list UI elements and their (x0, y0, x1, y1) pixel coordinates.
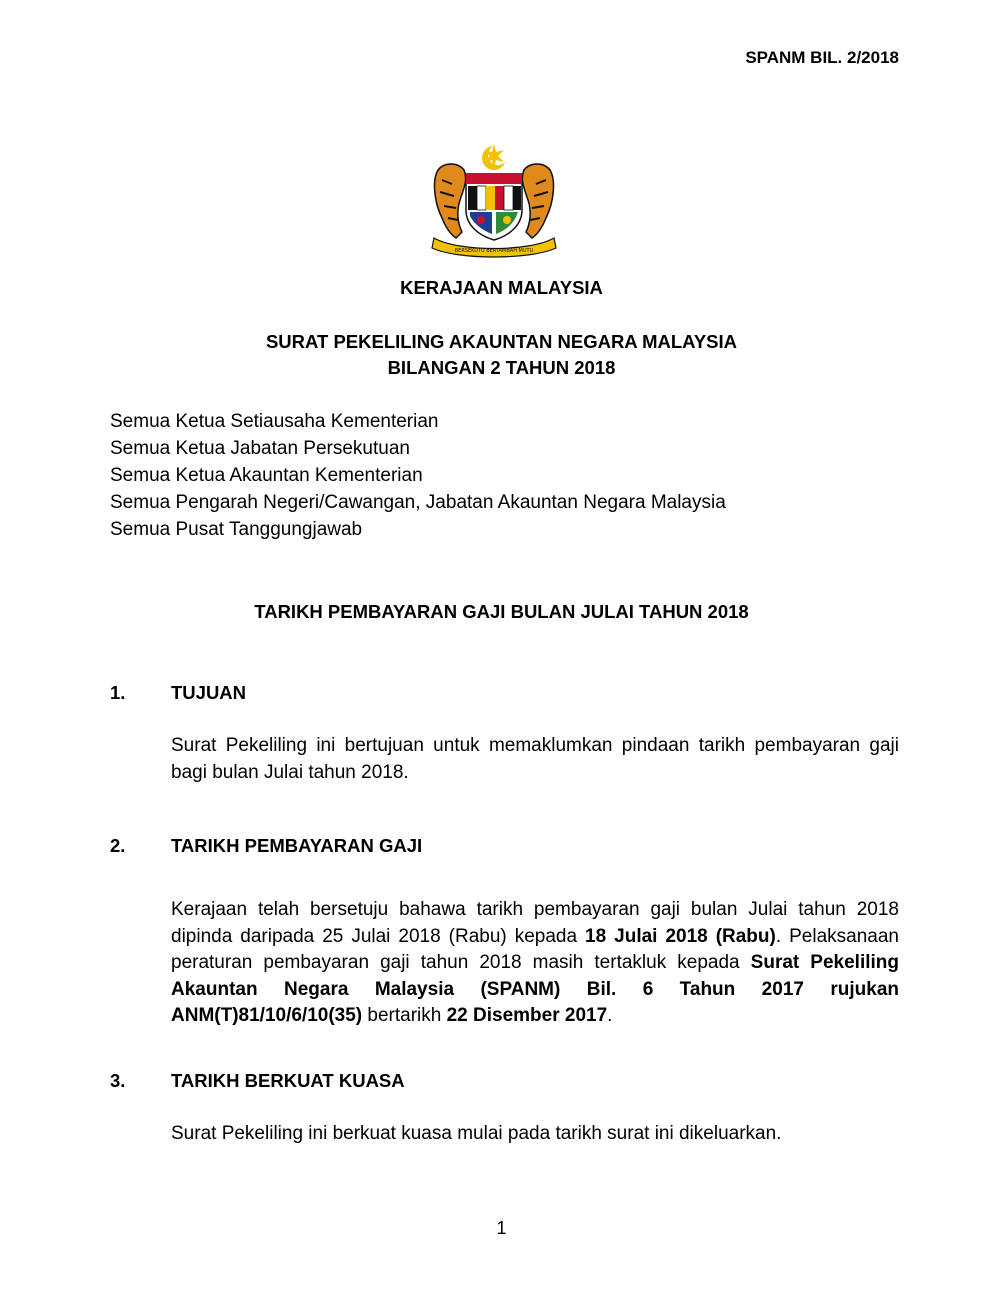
section-3-heading: TARIKH BERKUAT KUASA (171, 1070, 405, 1091)
recipient-item: Semua Ketua Akauntan Kementerian (110, 465, 423, 486)
bold-reference-code: ANM(T)81/10/6/10(35) (171, 1005, 363, 1026)
paragraph-line (171, 977, 899, 1004)
subject-heading: TARIKH PEMBAYARAN GAJI BULAN JULAI TAHUN 2018 (254, 601, 749, 622)
recipient-item: Semua Pusat Tanggungjawab (110, 519, 363, 540)
coat-of-arms-icon (428, 140, 560, 258)
paragraph-line (171, 950, 899, 977)
bold-date: 18 Julai 2018 (Rabu) (585, 925, 776, 947)
page-number: 1 (496, 1218, 507, 1238)
section-2-paragraph (171, 897, 899, 1030)
government-title: KERAJAAN MALAYSIA (400, 277, 603, 298)
section-3-paragraph (171, 1121, 899, 1148)
bold-reference: Akauntan Negara Malaysia (SPANM) Bil. 6 Tahun 2017 rujukan (171, 978, 899, 1000)
circular-title-line2: BILANGAN 2 TAHUN 2018 (387, 357, 616, 378)
paragraph-line (171, 1003, 899, 1030)
paragraph-line: Surat Pekeliling ini bertujuan untuk memaklumkan pindaan tarikh pembayaran gaji (171, 735, 899, 756)
section-2-number: 2. (110, 835, 126, 856)
bold-date: 22 Disember 2017 (446, 1005, 608, 1026)
text-run: dipinda daripada 25 Julai 2018 (Rabu) kepada (171, 925, 586, 947)
recipient-item: Semua Ketua Setiausaha Kementerian (110, 411, 439, 432)
section-1-heading: TUJUAN (171, 682, 247, 703)
text-run: peraturan pembayaran gaji tahun 2018 masih tertakluk kepada (171, 952, 751, 973)
section-1-paragraph (171, 733, 899, 786)
recipient-list (110, 408, 726, 543)
paragraph-line: Kerajaan telah bersetuju bahawa tarikh pembayaran gaji bulan Julai tahun 2018 (171, 899, 899, 920)
section-2-heading: TARIKH PEMBAYARAN GAJI (171, 835, 423, 856)
bold-reference: Surat Pekeliling (750, 952, 900, 973)
circular-title-line1: SURAT PEKELILING AKAUNTAN NEGARA MALAYSIA (265, 331, 738, 352)
paragraph-line: bagi bulan Julai tahun 2018. (171, 761, 409, 783)
paragraph-line: Surat Pekeliling ini berkuat kuasa mulai pada tarikh surat ini dikeluarkan. (171, 1123, 782, 1144)
text-run: . Pelaksanaan (775, 925, 899, 947)
text-run: bertarikh (362, 1005, 447, 1026)
recipient-item: Semua Ketua Jabatan Persekutuan (110, 438, 410, 459)
reference-number: SPANM BIL. 2/2018 (745, 48, 899, 67)
recipient-item: Semua Pengarah Negeri/Cawangan, Jabatan Akauntan Negara Malaysia (110, 492, 726, 513)
motto-text: BERSEKUTU BERTAMBAH MUTU (454, 248, 534, 254)
paragraph-line (171, 924, 899, 951)
text-run: . (607, 1005, 613, 1026)
section-3-number: 3. (110, 1070, 126, 1091)
section-1-number: 1. (110, 682, 126, 703)
